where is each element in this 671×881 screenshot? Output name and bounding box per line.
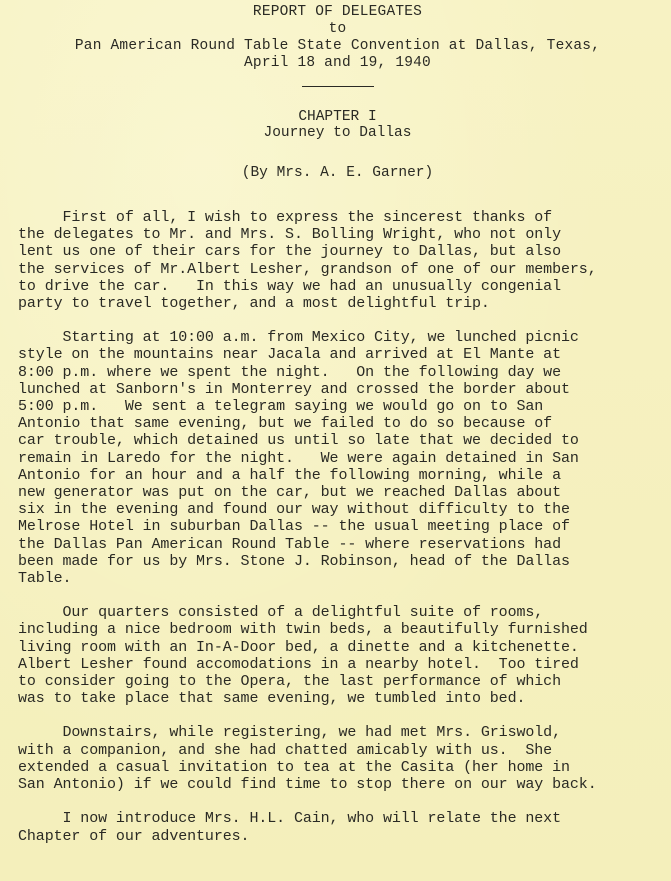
chapter-title: Journey to Dallas bbox=[263, 125, 412, 141]
text-line: including a nice bedroom with twin beds, a beautifully furnished bbox=[18, 621, 588, 639]
text-line: 5:00 p.m. We sent a telegram saying we would go on to San bbox=[18, 398, 544, 416]
body-paragraph bbox=[18, 329, 657, 587]
text-line: living room with an In-A-Door bed, a dinette and a kitchenette. bbox=[18, 638, 579, 656]
text-line: six in the evening and found our way without difficulty to the bbox=[18, 501, 570, 519]
text-line: the Dallas Pan American Round Table -- where reservations had bbox=[18, 535, 561, 553]
text-line: with a companion, and she had chatted amicably with us. She bbox=[18, 741, 553, 759]
text-line: Chapter of our adventures. bbox=[18, 827, 250, 845]
body-paragraph bbox=[18, 604, 657, 707]
body-paragraph bbox=[18, 810, 657, 844]
text-line: 8:00 p.m. where we spent the night. On the following day we bbox=[18, 363, 561, 381]
text-line: been made for us by Mrs. Stone J. Robinson, head of the Dallas bbox=[18, 552, 570, 570]
report-event: Pan American Round Table State Convention at Dallas, Texas, bbox=[74, 38, 601, 54]
text-line: Albert Lesher found accomodations in a nearby hotel. Too tired bbox=[18, 655, 579, 673]
text-line: lent us one of their cars for the journey to Dallas, but also bbox=[18, 243, 561, 261]
text-line: car trouble, which detained us until so late that we decided to bbox=[18, 432, 579, 450]
report-date: April 18 and 19, 1940 bbox=[244, 55, 431, 71]
text-line: the delegates to Mr. and Mrs. S. Bolling Wright, who not only bbox=[18, 226, 561, 244]
text-line: style on the mountains near Jacala and arrived at El Mante at bbox=[18, 346, 561, 364]
report-header bbox=[18, 4, 657, 72]
body-paragraph bbox=[18, 724, 657, 793]
body-text bbox=[18, 209, 657, 845]
text-line: extended a casual invitation to tea at the Casita (her home in bbox=[18, 758, 570, 776]
text-line: Antonio that same evening, but we failed to do so because of bbox=[18, 415, 553, 433]
text-line: to drive the car. In this way we had an unusually congenial bbox=[18, 277, 561, 295]
chapter-byline: (By Mrs. A. E. Garner) bbox=[241, 165, 434, 181]
text-line: I now introduce Mrs. H.L. Cain, who will relate the next bbox=[18, 810, 561, 828]
text-line: the services of Mr.Albert Lesher, grandson of one of our members, bbox=[18, 260, 597, 278]
report-title: REPORT OF DELEGATES bbox=[252, 4, 423, 20]
text-line: Our quarters consisted of a delightful suite of rooms, bbox=[18, 604, 544, 622]
body-paragraph bbox=[18, 209, 657, 312]
text-line: Antonio for an hour and a half the following morning, while a bbox=[18, 466, 561, 484]
text-line: Downstairs, while registering, we had met Mrs. Griswold, bbox=[18, 724, 561, 742]
text-line: Starting at 10:00 a.m. from Mexico City, we lunched picnic bbox=[18, 329, 579, 347]
chapter-number: CHAPTER I bbox=[298, 109, 377, 125]
text-line: Melrose Hotel in suburban Dallas -- the usual meeting place of bbox=[18, 518, 570, 536]
chapter-heading bbox=[18, 109, 657, 141]
text-line: was to take place that same evening, we tumbled into bed. bbox=[18, 690, 526, 708]
text-line: lunched at Sanborn's in Monterrey and crossed the border about bbox=[18, 380, 570, 398]
header-divider bbox=[302, 86, 374, 87]
text-line: San Antonio) if we could find time to stop there on our way back. bbox=[18, 776, 597, 794]
text-line: remain in Laredo for the night. We were again detained in San bbox=[18, 449, 579, 467]
text-line: new generator was put on the car, but we reached Dallas about bbox=[18, 484, 561, 502]
text-line: Table. bbox=[18, 570, 72, 588]
text-line: party to travel together, and a most delightful trip. bbox=[18, 295, 490, 313]
text-line: to consider going to the Opera, the last performance of which bbox=[18, 673, 561, 691]
report-title-connector: to bbox=[328, 21, 347, 37]
text-line: First of all, I wish to express the sincerest thanks of bbox=[18, 209, 553, 226]
